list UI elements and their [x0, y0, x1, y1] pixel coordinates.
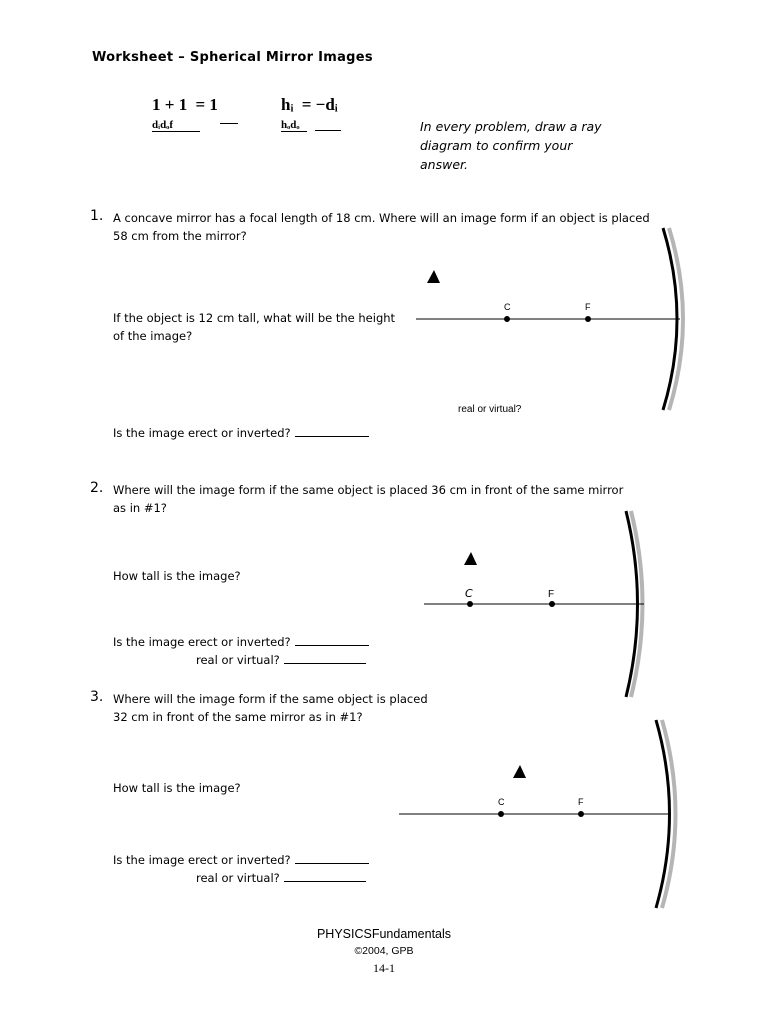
- mirror-eq-den-text: dᵢdₒf: [152, 119, 200, 132]
- q1-center-point: [504, 316, 510, 322]
- q2-erect-label: Is the image erect or inverted?: [113, 635, 291, 649]
- mirror-eq-num1: 1: [152, 95, 161, 114]
- mirror-eq-plus: +: [164, 95, 175, 114]
- q3-text-line1: Where will the image form if the same object is placed: [113, 692, 428, 706]
- q1-real-virtual-label: real or virtual?: [458, 404, 522, 415]
- q1-text-line2: 58 cm from the mirror?: [113, 229, 247, 243]
- q2-center-label: C: [465, 587, 473, 600]
- instructions: In every problem, draw a ray diagram to confirm your answer.: [420, 119, 602, 172]
- q2-how-tall: How tall is the image?: [113, 569, 241, 583]
- q2-center-point: [467, 601, 473, 607]
- q2-text-line1: Where will the image form if the same object is placed 36 cm in front of the same mirror: [113, 483, 624, 497]
- q1-height-line2: of the image?: [113, 329, 193, 343]
- q2-real-virtual-label: real or virtual?: [196, 653, 280, 667]
- footer-brand: PHYSICSFundamentals: [316, 927, 452, 941]
- mirror-eq-num3: 1: [209, 95, 218, 114]
- mirror-eq-equals: =: [195, 95, 206, 114]
- q3-focal-label: F: [578, 797, 584, 807]
- q3-center-label: C: [498, 797, 505, 807]
- q2-object-arrow: [464, 552, 477, 565]
- worksheet-title: Worksheet – Spherical Mirror Images: [92, 50, 373, 65]
- q1-text-line1: A concave mirror has a focal length of 18 cm. Where will an image form if an object is placed: [113, 211, 650, 225]
- q1-erect-label: Is the image erect or inverted?: [113, 426, 291, 440]
- q1-focal-label: F: [585, 302, 591, 312]
- q2-number: 2.: [90, 480, 104, 496]
- q1-number: 1.: [90, 208, 104, 224]
- mag-eq-equals: =: [301, 95, 312, 114]
- q1-height-line1: If the object is 12 cm tall, what will be the height: [113, 311, 396, 325]
- q1-center-label: C: [504, 302, 511, 312]
- q3-focal-point: [578, 811, 584, 817]
- q2-focal-label: F: [548, 589, 555, 600]
- q3-erect-label: Is the image erect or inverted?: [113, 853, 291, 867]
- mag-eq-lhs: hᵢ: [281, 95, 294, 114]
- q1-object-arrow: [427, 270, 440, 283]
- q2-text-line2: as in #1?: [113, 501, 167, 515]
- q3-number: 3.: [90, 689, 104, 705]
- q3-ray-diagram: [399, 720, 676, 908]
- q2-ray-diagram: [424, 511, 644, 697]
- q3-text-line2: 32 cm in front of the same mirror as in #1?: [113, 710, 363, 724]
- q3-object-arrow: [513, 765, 526, 778]
- footer-page-number: 14-1: [373, 961, 395, 975]
- q3-real-virtual-label: real or virtual?: [196, 871, 280, 885]
- mirror-eq-num2: 1: [178, 95, 188, 114]
- mag-eq-den-text: hₒdₒ: [281, 119, 307, 132]
- mag-eq-rhs: −dᵢ: [315, 95, 338, 114]
- q1-ray-diagram: [416, 228, 683, 410]
- q2-focal-point: [549, 601, 555, 607]
- q3-how-tall: How tall is the image?: [113, 781, 241, 795]
- q1-focal-point: [585, 316, 591, 322]
- footer-copyright: ©2004, GPB: [354, 945, 414, 957]
- q3-center-point: [498, 811, 504, 817]
